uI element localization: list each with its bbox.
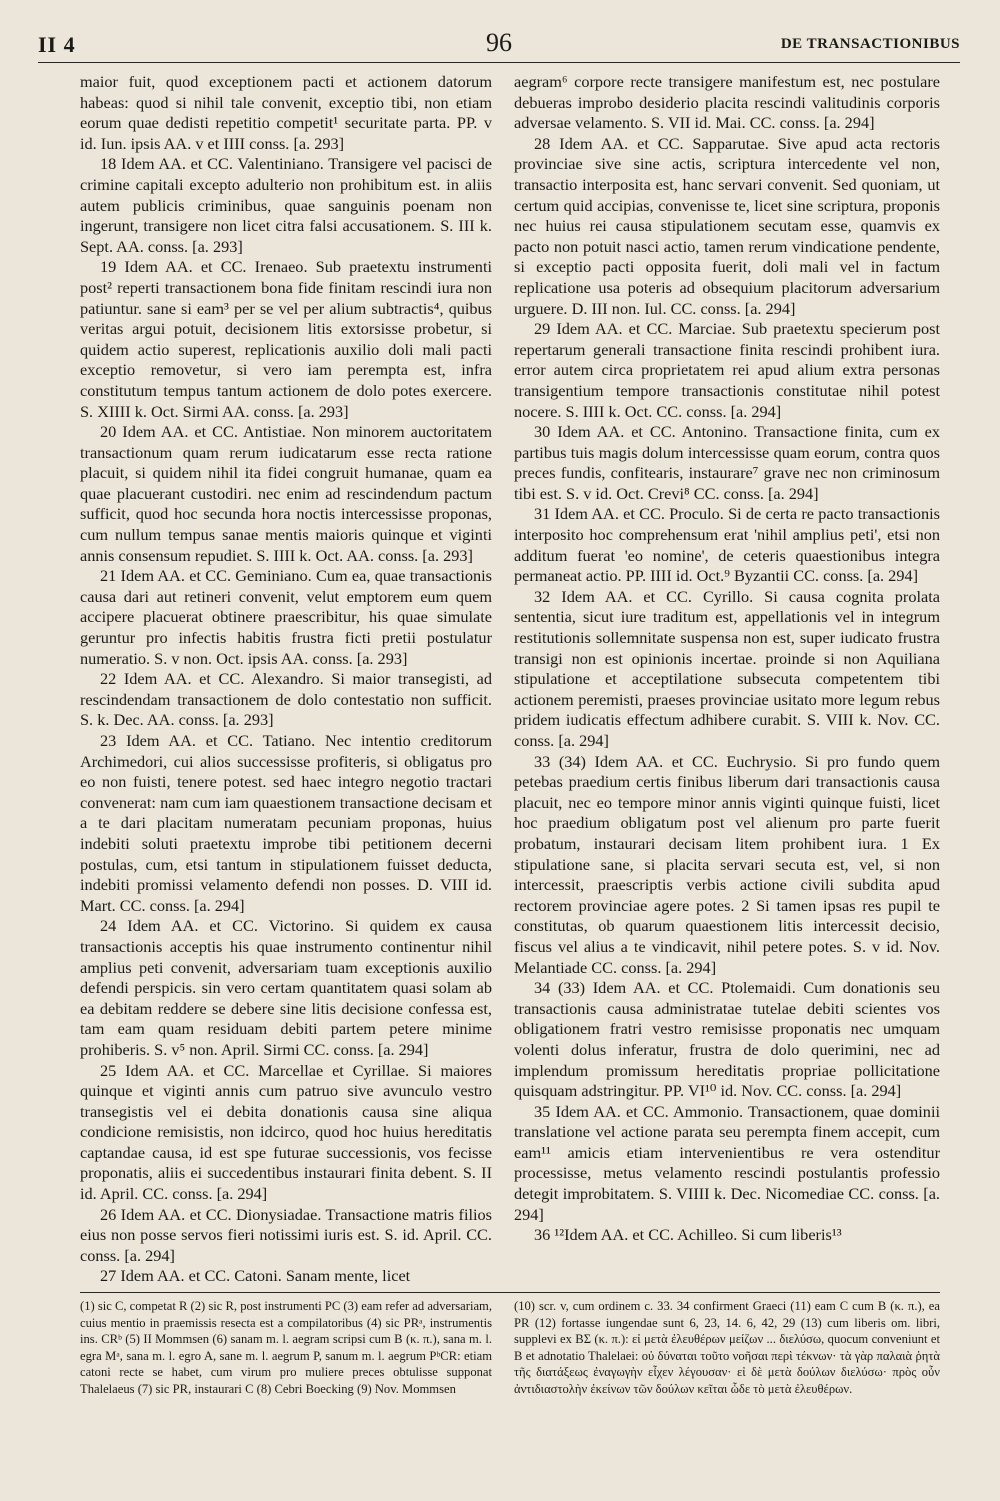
paragraph: maior fuit, quod exceptionem pacti et actionem datorum habeas: quod si nihil tale convenit, exceptio tibi, non etiam eorum quae dedisti repetitio competit¹ securitate parta. PP. v id. Iun. ipsis AA. v et IIII conss. [a. 293] [80,72,492,153]
law-paragraph: 31 Idem AA. et CC. Proculo. Si de certa re pacto transactionis interposito hoc comprehensum erat 'nihil amplius peti', etsi non additum fuerat 'eo nomine', de ceteris quaestionibus integra permaneat actio. PP. IIII id. Oct.⁹ Byzantii CC. conss. [a. 294] [514,504,940,586]
law-paragraph: 30 Idem AA. et CC. Antonino. Transactione finita, cum ex partibus tuis magis dolum intercessisse quam eorum, contra quos preces fundis, confitearis, instaurare⁷ grave nec non criminosum tibi est. S. v id. Oct. Crevi⁸ CC. conss. [a. 294] [514,422,940,503]
law-paragraph: 36 ¹²Idem AA. et CC. Achilleo. Si cum liberis¹³ [534,1225,842,1245]
footnote-divider [80,1292,940,1293]
law-paragraph: 23 Idem AA. et CC. Tatiano. Nec intentio creditorum Archimedori, cui alios successisse profiteris, si obligatus pro eo non fuisti, tenere potest. sed haec integro negotio tractari convenerat: nam cum iam quaestionem transactione decisam et a te dari placitam numeratam pecuniam proponas, huius indebiti soluti praetextu improbe tibi petitionem decerni postulas, cum, etsi tantum in stipulationem fuisset deducta, indebiti promissi velamento defendi non posses. D. VIII id. Mart. CC. conss. [a. 294] [80,731,492,915]
header-title: DE TRANSACTIONIBUS [780,36,960,52]
footnote-text: (10) scr. v, cum ordinem c. 33. 34 confirment Graeci (11) eam C cum B (κ. π.), ea PR (12) fortasse iungendae sunt 6, 23, 14. 6, 42, 29 (13) cum liberis om. libri, supplevi ex BΣ (κ. π.): εἰ μετὰ ἐλευθέρων μείζων ... διελύσω, quocum conveniunt et B et adnotatio Thalelaei: οὐ δύναται τοῦτο νοῆσαι περὶ τέκνων· τὰ γὰρ παλαιὰ ῥητὰ τῆς διατάξεως ἐναγωγὴν εἶχεν λέγουσαν· εἰ δὲ μετὰ δούλων διελύσω· πρὸς οὖν ἀντιδιαστολὴν ἐκείνων τῶν δούλων κεῖται ὧδε τὸ μετὰ ἐλευθέρων. [514,1299,940,1396]
law-paragraph: 33 (34) Idem AA. et CC. Euchrysio. Si pro fundo quem petebas praedium certis finibus liberum dari transactionis causa placuit, nec eo tempore minor annis viginti quinque fuisti, licet hoc praedium obligatum post vel alienum pro parte fuerit probatum, instaurari decisam litem prohibent iura. 1 Ex stipulatione sane, si placita servari secuta est, vel, si non intercessit, praescriptis verbis actione civili subdita apud rectorem provinciae agere potes. 2 Si tamen ipsas res pupil te constitutas, ob quarum quaestionem litis intercessit decisio, fiscus vel alius a te vindicavit, nihil petere potes. S. v id. Nov. Melantiade CC. conss. [a. 294] [514,751,940,977]
law-paragraph: 35 Idem AA. et CC. Ammonio. Transactionem, quae dominii translatione vel actione parata seu perempta finem accepit, cum eam¹¹ amicis etiam intervenientibus re vera ostenditur processisse, metus velamento rescindi postulantis professio detegit improbitatem. S. VIIII k. Dec. Nicomediae CC. conss. [a. 294] [514,1101,940,1224]
page-number: 96 [486,28,512,57]
footnotes-right [514,1298,940,1488]
law-paragraph: 27 Idem AA. et CC. Catoni. Sanam mente, licet [100,1266,411,1286]
right-text-column [514,72,940,1272]
footnote-text: (1) sic C, competat R (2) sic R, post instrumenti PC (3) eam refer ad adversariam, cuius mentio in praemissis resecta est a compilatoribus (4) sic PRᵃ, instrumentis ins. CRᵇ (5) II Mommsen (6) sanam m. l. aegram scripsi cum B (κ. π.), sana m. l. egra Mᵃ, sana m. l. egro A, sane m. l. aegrum P, sanum m. l. aegrum PᵇCR: etiam catoni recte se habet, cum virum pro muliere preces obtulisse supponat Thalelaeus (7) sic PR, instaurari C (8) Cebri Boecking (9) Nov. Mommsen [80,1299,492,1396]
law-paragraph: 26 Idem AA. et CC. Dionysiadae. Transactione matris filios eius non posse servos fieri notissimi iuris est. S. id. April. CC. conss. [a. 294] [80,1204,492,1265]
law-paragraph: 21 Idem AA. et CC. Geminiano. Cum ea, quae transactionis causa dari aut retineri convenit, velut emptorem eum quem accipere placuerat obtinere praescribitur, his quae simulate geruntur pro infectis habitis frustra ficti pretii postulatur numeratio. S. v non. Oct. ipsis AA. conss. [a. 293] [80,566,492,668]
law-paragraph: 19 Idem AA. et CC. Irenaeo. Sub praetextu instrumenti post² reperti transactionem bona fide finitam rescindi iura non patiuntur. sane si eam³ per se vel per alium subtractis⁴, quibus veritas argui potuit, decisionem litis extorsisse probetur, si quidem actio superest, replicationis auxilio doli mali pacti exceptio removetur, si vero iam perempta est, infra constitutum tempus tantum actionem de dolo potes exercere. S. XIIII k. Oct. Sirmi AA. conss. [a. 293] [80,257,492,421]
law-paragraph: 28 Idem AA. et CC. Sapparutae. Sive apud acta rectoris provinciae sive sine actis, scriptura intercedente vel non, transactio interposita est, hanc servari convenit. Sed quoniam, ut certum quid accipias, convenisse te, licet sine scriptura, proponis nec huius rei causa stipulationem secutam esse, quamvis ex pacto non potuit nasci actio, tamen rerum vindicatione pendente, si exceptio pacti opposita fuerit, doli mali vel in factum replicatione usa poteris ad obsequium placitorum adversarium urguere. D. III non. Iul. CC. conss. [a. 294] [514,133,940,318]
footnotes-left [80,1298,492,1488]
left-text-column [80,72,492,1286]
law-paragraph: 20 Idem AA. et CC. Antistiae. Non minorem auctoritatem transactionum quam rerum iudicatarum esse recta ratione placuit, si quidem nihil ita fidei congruit humanae, quam ea quae placuerant custodiri. nec enim ad rescindendum pactum sufficit, quod hoc secunda hora noctis intercessisse proponas, cum nullum tempus sanae mentis maioris quinque et viginti annis consensum repudiet. S. IIII k. Oct. AA. conss. [a. 293] [80,422,492,565]
law-paragraph: 34 (33) Idem AA. et CC. Ptolemaidi. Cum donationis seu transactionis causa administratae tutelae debiti scientes vos obligationem fratri vestro remisisse proponatis nec umquam volenti dolus inferatur, frustra de dolo querimini, nec ad implendum promissum hereditatis propriae pollicitatione quisquam adstringitur. PP. VI¹⁰ id. Nov. CC. conss. [a. 294] [514,978,940,1101]
law-paragraph: 24 Idem AA. et CC. Victorino. Si quidem ex causa transactionis acceptis his quae instrumento continentur nihil amplius peti convenit, adversariam tuam exceptionis auxilio defendi perspicis. sin vero certam quantitatem quasi solam ab ea debitam reddere se debere sine litis decisione confessa est, tam eam quam residuam debiti partem petere minime prohiberis. S. v⁵ non. April. Sirmi CC. conss. [a. 294] [80,916,492,1059]
law-paragraph: 18 Idem AA. et CC. Valentiniano. Transigere vel pacisci de crimine capitali excepto adulterio non prohibitum est. in aliis autem publicis criminibus, quae sanguinis poenam non ingerunt, transigere non licet citra falsi accusationem. S. III k. Sept. AA. conss. [a. 293] [80,154,492,256]
law-paragraph: 29 Idem AA. et CC. Marciae. Sub praetextu specierum post repertarum generali transactione finita rescindi prohibent iura. error autem circa proprietatem rei apud alium extra personas transigentium tempore transactionis constitutae nihil potest nocere. S. IIII k. Oct. CC. conss. [a. 294] [514,319,940,421]
law-paragraph: 32 Idem AA. et CC. Cyrillo. Si causa cognita prolata sententia, sicut iure traditum est, appellationis vel in integrum restitutionis sollemnitate suspensa non est, super iudicato frustra transigi non est opinionis incertae. proinde si non Aquiliana stipulatione et acceptilatione subsecuta competentem tibi actionem peremisti, praeses provinciae usitato more legum rebus pridem iudicatis effectum adhibere curabit. S. VIII k. Nov. CC. conss. [a. 294] [514,586,940,750]
header-section-mark: II 4 [38,32,76,57]
running-header [38,28,960,63]
law-paragraph: 25 Idem AA. et CC. Marcellae et Cyrillae. Si maiores quinque et viginti annis cum patruo sive avunculo vestro transegistis vel ei debita donationis causa sine aliqua condicione remisistis, non idcirco, quod hoc huius hereditatis captandae causa, id est spe futurae successionis, vos fecisse proponatis, aliis ei succedentibus instaurari finita debent. S. II id. April. CC. conss. [a. 294] [80,1060,492,1204]
law-paragraph: 22 Idem AA. et CC. Alexandro. Si maior transegisti, ad rescindendam transactionem de dolo contestatio non sufficit. S. k. Dec. AA. conss. [a. 293] [80,669,492,730]
paragraph: aegram⁶ corpore recte transigere manifestum est, nec postulare debueras improbo desiderio placita rescindi valitudinis corporis adversae velamento. S. VII id. Mai. CC. conss. [a. 294] [514,72,940,133]
